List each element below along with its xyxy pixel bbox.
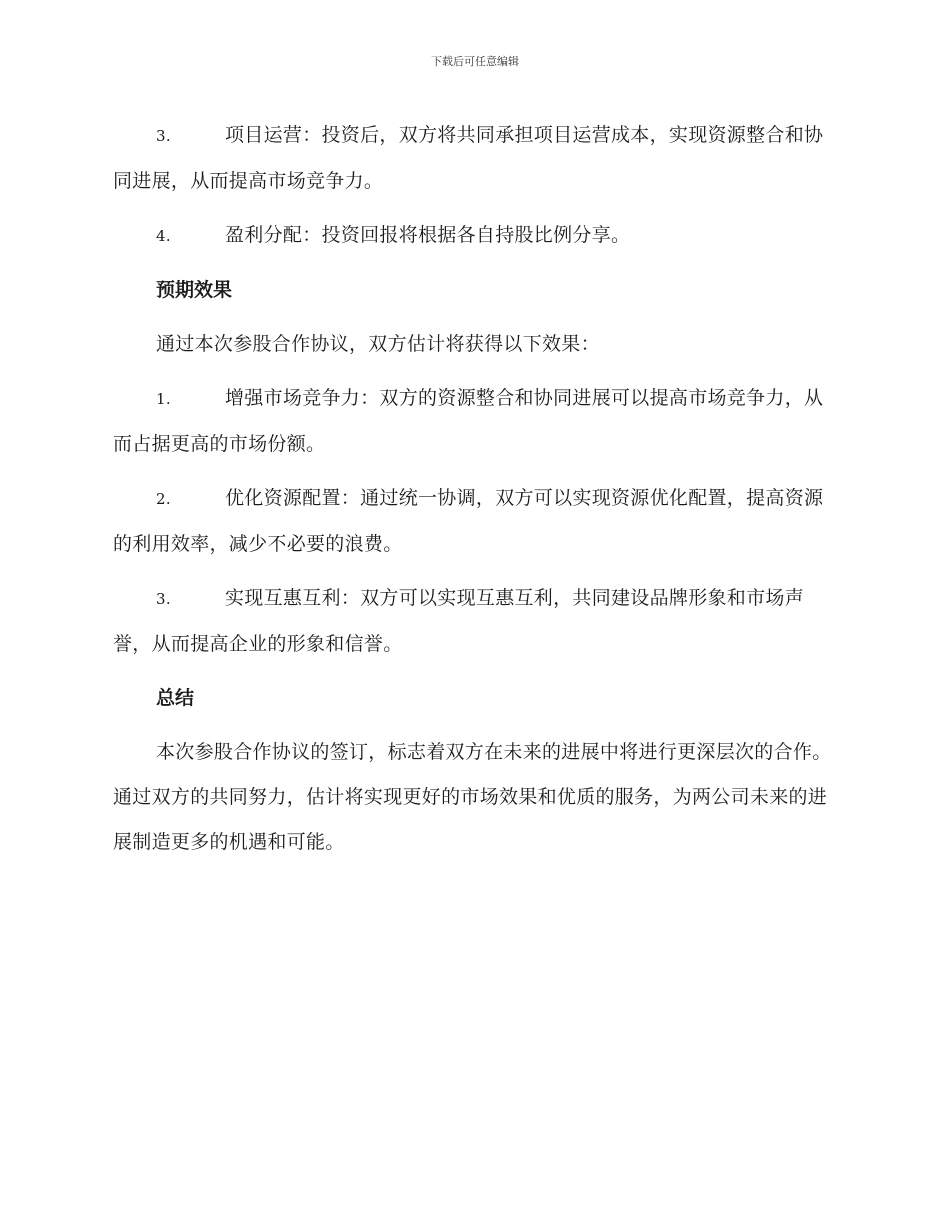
effects-intro-paragraph: 通过本次参股合作协议，双方估计将获得以下效果：: [156, 333, 600, 355]
list-number: 4.: [156, 227, 171, 245]
list-number: 2.: [156, 490, 171, 508]
list-number: 3.: [156, 590, 171, 608]
list-item: [113, 213, 835, 259]
list-item: [113, 476, 835, 567]
page-header: 下载后可任意编辑: [431, 55, 519, 68]
section-heading-summary: 总结: [156, 687, 195, 709]
list-item: [113, 576, 835, 667]
list-text: 优化资源配置：通过统一协调，双方可以实现资源优化配置，提高资源的利用效率，减少不必要的浪费。: [113, 487, 824, 555]
section-heading-effects: 预期效果: [156, 279, 233, 301]
list-item: [113, 376, 835, 467]
list-text: 项目运营：投资后，双方将共同承担项目运营成本，实现资源整合和协同进展，从而提高市场竞争力。: [113, 124, 824, 192]
list-text: 盈利分配：投资回报将根据各自持股比例分享。: [225, 224, 631, 246]
summary-paragraph: 本次参股合作协议的签订，标志着双方在未来的进展中将进行更深层次的合作。通过双方的共同努力，估计将实现更好的市场效果和优质的服务，为两公司未来的进展制造更多的机遇和可能。: [113, 741, 832, 853]
list-text: 增强市场竞争力：双方的资源整合和协同进展可以提高市场竞争力，从而占据更高的市场份额。: [113, 387, 824, 455]
document-body: [113, 113, 835, 874]
list-number: 1.: [156, 390, 171, 408]
list-text: 实现互惠互利：双方可以实现互惠互利，共同建设品牌形象和市场声誉，从而提高企业的形象和信誉。: [113, 587, 805, 655]
list-number: 3.: [156, 127, 171, 145]
list-item: [113, 113, 835, 204]
